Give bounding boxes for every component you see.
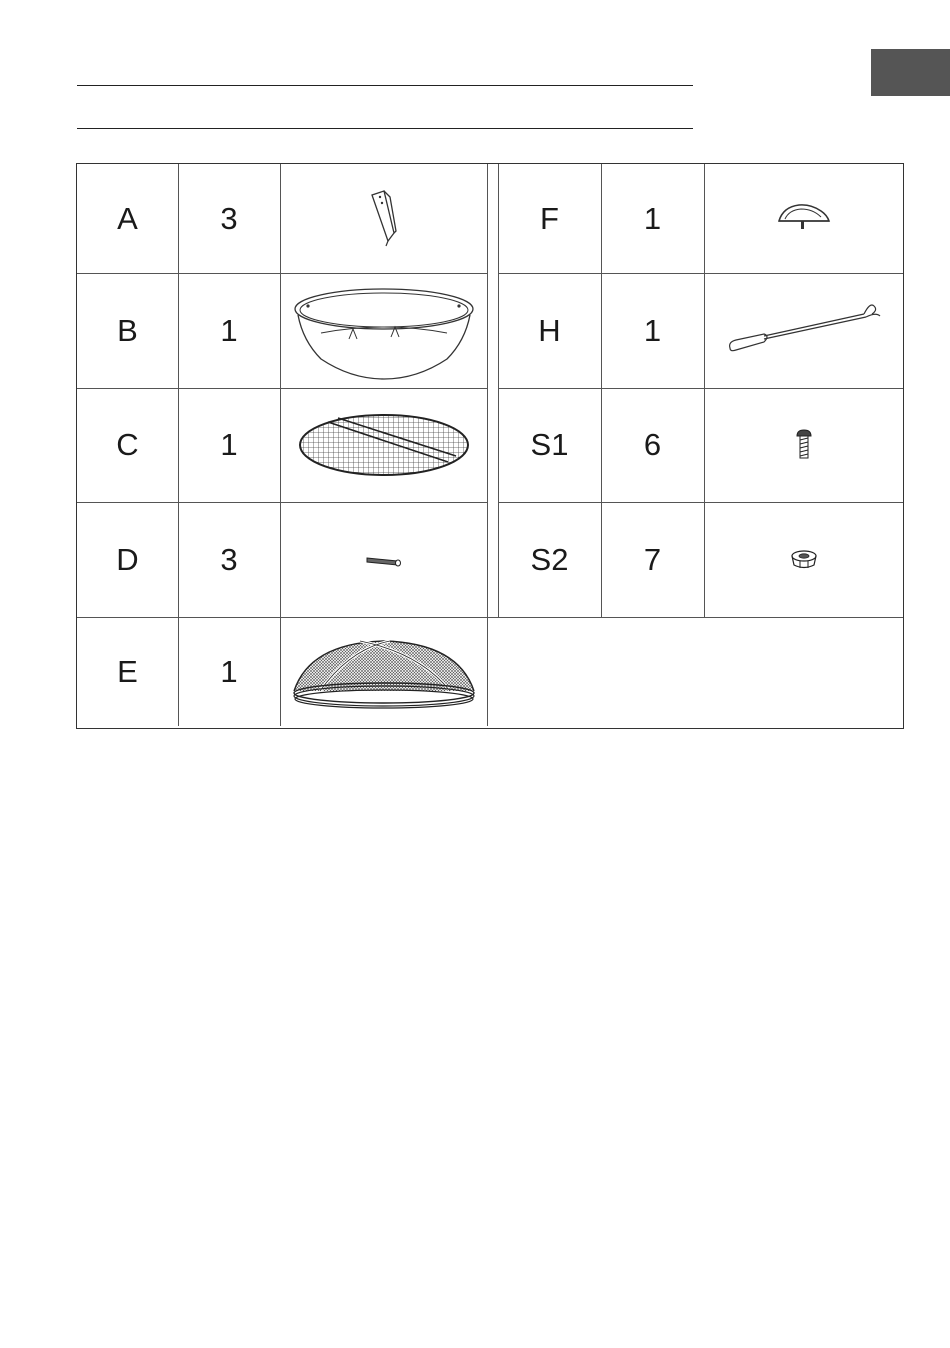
nut-icon — [704, 502, 903, 617]
part-qty-d: 3 — [220, 541, 238, 577]
part-qty-f: 1 — [643, 200, 662, 236]
part-qty-b: 1 — [220, 312, 238, 348]
lid-handle-icon — [704, 164, 903, 273]
part-qty-a: 3 — [220, 200, 238, 236]
part-id-h: H — [538, 312, 561, 348]
part-id-s1: S1 — [530, 427, 569, 462]
bracket-leg-icon — [280, 164, 487, 273]
pin-rod-icon — [280, 502, 487, 617]
part-id-d: D — [116, 541, 139, 577]
header-rule-bottom — [77, 128, 693, 129]
mesh-spark-screen-lid-icon — [280, 617, 487, 726]
part-qty-e: 1 — [220, 653, 238, 689]
part-id-f: F — [540, 200, 559, 236]
part-id-s2: S2 — [530, 541, 569, 577]
round-grill-grate-icon — [280, 388, 487, 502]
part-id-e: E — [117, 653, 138, 689]
part-qty-s1: 6 — [643, 427, 662, 462]
part-id-c: C — [116, 427, 139, 462]
header-rule-top — [77, 85, 693, 86]
parts-list-table — [76, 163, 904, 729]
page-tab-marker — [871, 49, 950, 96]
part-id-b: B — [117, 312, 138, 348]
part-qty-c: 1 — [220, 427, 238, 462]
part-qty-s2: 7 — [643, 541, 662, 577]
poker-tool-icon — [704, 273, 903, 388]
bolt-screw-icon — [704, 388, 903, 502]
part-id-a: A — [117, 200, 138, 236]
fire-bowl-icon — [280, 273, 487, 388]
part-qty-h: 1 — [643, 312, 662, 348]
